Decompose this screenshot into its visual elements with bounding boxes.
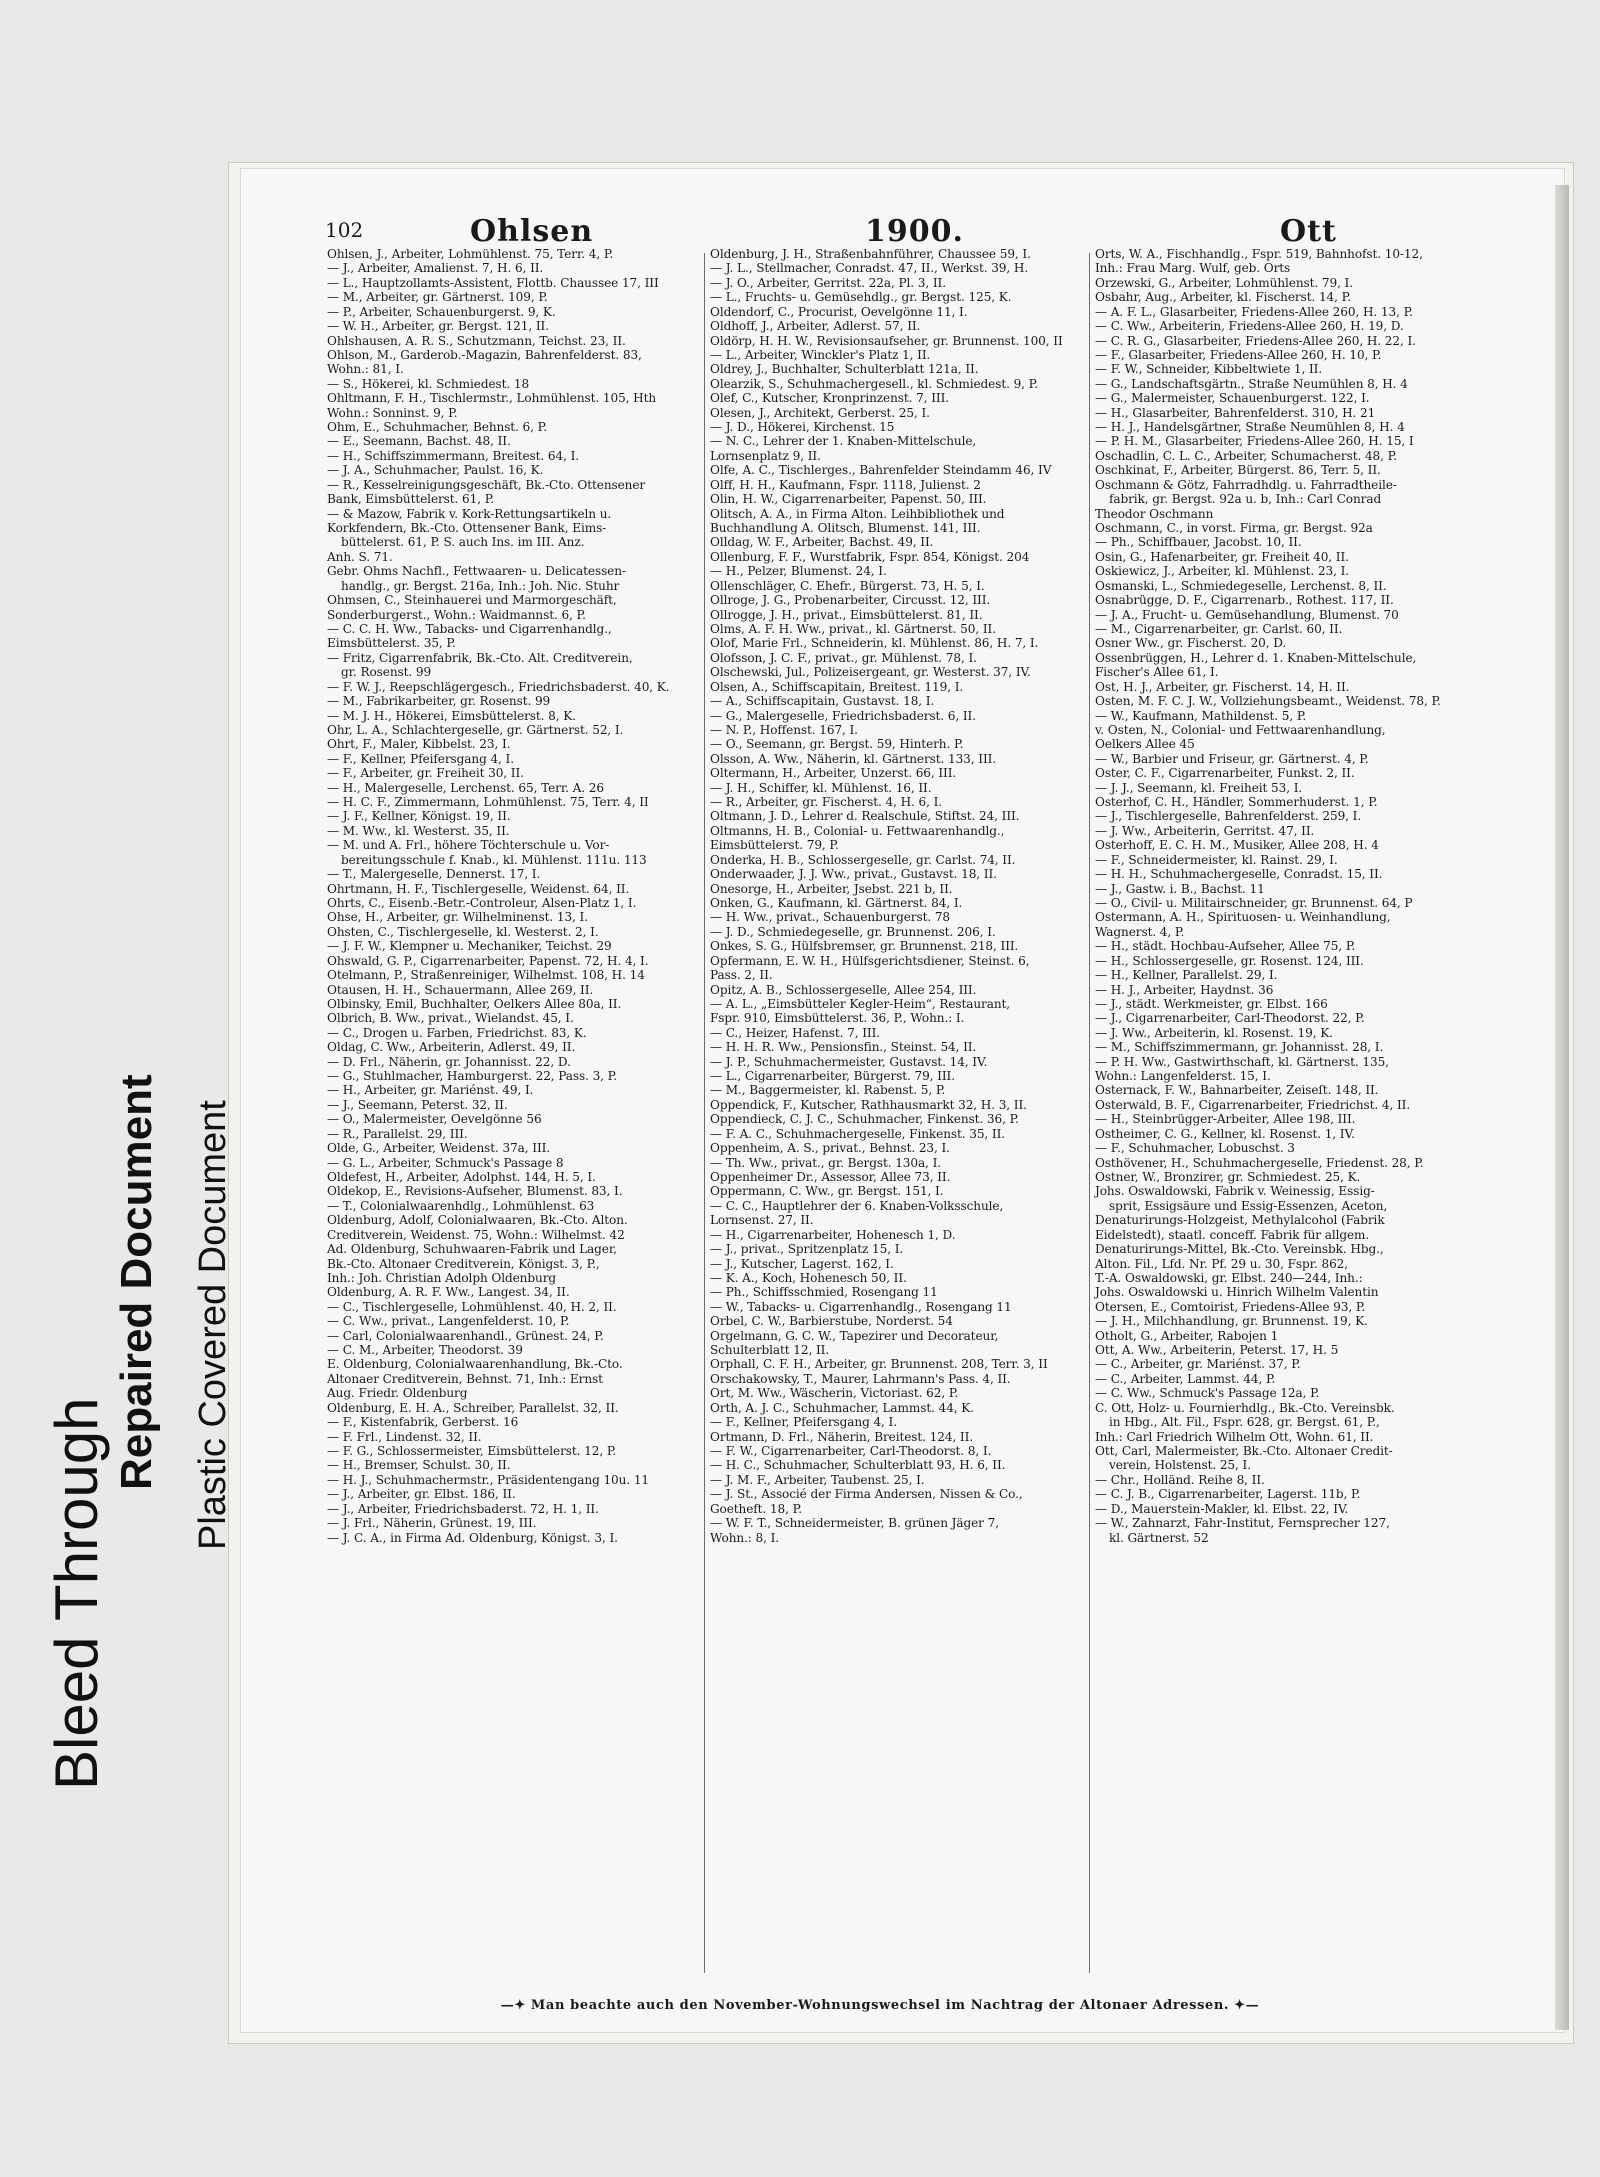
- directory-entry: — M., Fabrikarbeiter, gr. Rosenst. 99: [327, 694, 551, 709]
- directory-entry: — M. Ww., kl. Westerst. 35, II.: [327, 823, 510, 838]
- directory-entry: Ohlshausen, A. R. S., Schutzmann, Teichst. 23, II.: [327, 333, 626, 348]
- directory-entry: — F., Arbeiter, gr. Freiheit 30, II.: [327, 766, 524, 781]
- directory-entry: — H. C., Schuhmacher, Schulterblatt 93, H. 6, II.: [710, 1458, 1006, 1473]
- directory-entry: Oschmann, C., in vorst. Firma, gr. Bergst. 92a: [1095, 521, 1373, 536]
- directory-entry: — J. Ww., Arbeiterin, Gerritst. 47, II.: [1095, 823, 1315, 838]
- directory-entry: Olschewski, Jul., Polizeisergeant, gr. Westerst. 37, IV.: [710, 665, 1031, 680]
- directory-entry: Oltmann, J. D., Lehrer d. Realschule, Stiftst. 24, III.: [710, 809, 1020, 824]
- directory-entry: Oschkinat, F., Arbeiter, Bürgerst. 86, Terr. 5, II.: [1095, 463, 1381, 478]
- directory-entry: — P. H. M., Glasarbeiter, Friedens-Allee 260, H. 15, I: [1095, 434, 1414, 449]
- directory-entry: Oppenheimer Dr., Assessor, Allee 73, II.: [710, 1170, 951, 1184]
- directory-entry: Ohr, L. A., Schlachtergeselle, gr. Gärtnerst. 52, I.: [327, 722, 624, 737]
- directory-entry: Ossenbrüggen, H., Lehrer d. 1. Knaben-Mittelschule,: [1095, 650, 1417, 665]
- directory-entry: — G., Malergeselle, Friedrichsbaderst. 6, II.: [710, 708, 976, 723]
- directory-entry: Inh.: Frau Marg. Wulf, geb. Orts: [1095, 261, 1291, 276]
- directory-entry: — E., Seemann, Bachst. 48, II.: [327, 434, 511, 449]
- directory-entry: Osbahr, Aug., Arbeiter, kl. Fischerst. 14, P.: [1095, 290, 1351, 305]
- directory-entry: — F., Schuhmacher, Lobuschst. 3: [1095, 1141, 1295, 1156]
- directory-entry: — D., Mauerstein-Makler, kl. Elbst. 22, IV.: [1095, 1501, 1349, 1516]
- directory-entry: Orts, W. A., Fischhandlg., Fspr. 519, Bahnhofst. 10-12,: [1095, 247, 1423, 261]
- directory-entry: — J., privat., Spritzenplatz 15, I.: [710, 1242, 904, 1257]
- directory-entry: Oschadlin, C. L. C., Arbeiter, Schumacherst. 48, P.: [1095, 448, 1397, 463]
- directory-entry: — C. M., Arbeiter, Theodorst. 39: [327, 1343, 523, 1358]
- directory-entry: — C. R. G., Glasarbeiter, Friedens-Allee 260, H. 22, I.: [1095, 333, 1416, 348]
- directory-column-2: [708, 247, 1086, 1979]
- directory-entry: — C., Heizer, Hafenst. 7, III.: [710, 1025, 881, 1040]
- directory-entry: — Ph., Schiffsschmied, Rosengang 11: [710, 1285, 938, 1300]
- directory-entry: — F., Kellner, Pfeifersgang 4, I.: [327, 751, 514, 766]
- directory-entry: Osterhof, C. H., Händler, Sommerhuderst. 1, P.: [1095, 795, 1378, 810]
- directory-entry: Oldenburg, E. H. A., Schreiber, Parallelst. 32, II.: [327, 1400, 619, 1415]
- directory-entry: — C. Ww., Schmuck's Passage 12a, P.: [1095, 1386, 1320, 1401]
- directory-entry: Oppendick, F., Kutscher, Rathhausmarkt 32, H. 3, II.: [710, 1097, 1027, 1112]
- directory-entry: Osner Ww., gr. Fischerst. 20, D.: [1095, 636, 1287, 651]
- directory-entry: — O., Seemann, gr. Bergst. 59, Hinterh. P.: [710, 737, 964, 752]
- directory-entry: Oppendieck, C. J. C., Schuhmacher, Finkenst. 36, P.: [710, 1112, 1019, 1127]
- directory-entry: Oltmanns, H. B., Colonial- u. Fettwaarenhandlg.,: [710, 823, 1005, 838]
- directory-entry: Onken, G., Kaufmann, kl. Gärtnerst. 84, I.: [710, 895, 963, 910]
- directory-entry: — L., Cigarrenarbeiter, Bürgerst. 79, III.: [710, 1069, 955, 1084]
- directory-entry: Ollenschläger, C. Ehefr., Bürgerst. 73, H. 5, I.: [710, 578, 985, 593]
- directory-entry: Wohn.: Langenfelderst. 15, I.: [1095, 1069, 1271, 1084]
- directory-entry: — J. Frl., Näherin, Grünest. 19, III.: [327, 1516, 537, 1531]
- directory-entry: — C. C. H. Ww., Tabacks- und Cigarrenhandlg.,: [327, 621, 612, 636]
- directory-entry: — M. J. H., Hökerei, Eimsbüttelerst. 8, K.: [327, 708, 576, 723]
- directory-entry: Orschakowsky, T., Maurer, Lahrmann's Pass. 4, II.: [710, 1371, 1011, 1386]
- directory-entry: Ohse, H., Arbeiter, gr. Wilhelminenst. 13, I.: [327, 910, 588, 925]
- directory-entry: — J., Seemann, Peterst. 32, II.: [327, 1097, 508, 1112]
- directory-entry: — C., Drogen u. Farben, Friedrichst. 83, K.: [327, 1025, 587, 1040]
- directory-entry: — T., Colonialwaarenhdlg., Lohmühlenst. 63: [327, 1198, 595, 1213]
- directory-entry: — P., Arbeiter, Schauenburgerst. 9, K.: [327, 304, 556, 319]
- directory-entry: Buchhandlung A. Olitsch, Blumenst. 141, III.: [710, 521, 981, 536]
- footer-note: —✦ Man beachte auch den November-Wohnungswechsel im Nachtrag der Altonaer Adressen. ✦—: [500, 1998, 1260, 2013]
- directory-entry: Oldenburg, A. R. F. Ww., Langest. 34, II.: [327, 1285, 570, 1300]
- directory-entry: — R., Parallelst. 29, III.: [327, 1126, 468, 1141]
- directory-entry: Orth, A. J. C., Schuhmacher, Lammst. 44, K.: [710, 1400, 974, 1415]
- directory-entry: T.-A. Oswaldowski, gr. Elbst. 240—244, Inh.:: [1095, 1270, 1363, 1285]
- directory-entry: — J., Arbeiter, Amalienst. 7, H. 6, II.: [327, 261, 544, 276]
- directory-entry: büttelerst. 61, P. S. auch Ins. im III. Anz.: [341, 535, 585, 550]
- directory-entry: Olitsch, A. A., in Firma Alton. Leihbibliothek und: [710, 506, 1005, 521]
- directory-entry: Opfermann, E. W. H., Hülfsgerichtsdiener, Steinst. 6,: [710, 953, 1030, 968]
- directory-entry: Ostermann, A. H., Spirituosen- u. Weinhandlung,: [1095, 910, 1391, 925]
- directory-entry: — M., Schiffszimmermann, gr. Johannisst. 28, I.: [1095, 1040, 1384, 1055]
- directory-entry: Aug. Friedr. Oldenburg: [327, 1386, 468, 1401]
- column-divider: [1089, 253, 1090, 1973]
- directory-entry: — W. F. T., Schneidermeister, B. grünen Jäger 7,: [710, 1516, 999, 1531]
- directory-entry: — J. F. W., Klempner u. Mechaniker, Teichst. 29: [327, 939, 612, 954]
- directory-entry: Osmanski, L., Schmiedegeselle, Lerchenst. 8, II.: [1095, 578, 1387, 593]
- directory-entry: Anh. S. 71.: [327, 549, 393, 564]
- directory-entry: Ohltmann, F. H., Tischlermstr., Lohmühlenst. 105, Hth: [327, 391, 657, 406]
- directory-entry: — T., Malergeselle, Dennerst. 17, I.: [327, 867, 541, 882]
- directory-entry: Onderka, H. B., Schlossergeselle, gr. Carlst. 74, II.: [710, 852, 1016, 867]
- directory-entry: — C. Ww., privat., Langenfelderst. 10, P.: [327, 1314, 570, 1329]
- directory-entry: Lornsenst. 27, II.: [710, 1213, 814, 1228]
- directory-entry: Fischer's Allee 61, I.: [1095, 665, 1219, 680]
- directory-entry: — M., Baggermeister, kl. Rabenst. 5, P.: [710, 1083, 946, 1098]
- directory-entry: Ohlson, M., Garderob.-Magazin, Bahrenfelderst. 83,: [327, 347, 642, 362]
- directory-entry: — J. A., Frucht- u. Gemüsehandlung, Blumenst. 70: [1095, 607, 1399, 622]
- directory-entry: — H., Schlossergeselle, gr. Rosenst. 124, III.: [1095, 953, 1364, 968]
- directory-entry: — L., Hauptzollamts-Assistent, Flottb. Chaussee 17, III: [327, 275, 659, 290]
- directory-entry: — W., Kaufmann, Mathildenst. 5, P.: [1095, 708, 1307, 723]
- directory-entry: Orgelmann, G. C. W., Tapezirer und Decorateur,: [710, 1328, 999, 1343]
- directory-entry: Oldrey, J., Buchhalter, Schulterblatt 121a, II.: [710, 362, 979, 377]
- directory-entry: — M. und A. Frl., höhere Töchterschule u. Vor-: [327, 838, 610, 853]
- directory-entry: — H., Steinbrügger-Arbeiter, Allee 198, III.: [1095, 1112, 1356, 1127]
- directory-entry: — H., Kellner, Parallelst. 29, I.: [1095, 968, 1278, 983]
- directory-entry: Bk.-Cto. Altonaer Creditverein, Königst. 3, P.,: [327, 1256, 600, 1271]
- directory-entry: Gebr. Ohms Nachfl., Fettwaaren- u. Delicatessen-: [327, 564, 626, 579]
- directory-entry: Lornsenplatz 9, II.: [710, 448, 821, 463]
- directory-entry: Osten, M. F. C. J. W., Vollziehungsbeamt., Weidenst. 78, P.: [1095, 694, 1441, 709]
- directory-entry: gr. Rosenst. 99: [341, 665, 432, 680]
- running-head-left: Ohlsen: [470, 214, 594, 249]
- running-head-year: 1900.: [865, 214, 964, 249]
- directory-entry: Olff, H. H., Kaufmann, Fspr. 1118, Julienst. 2: [710, 477, 981, 492]
- directory-entry: Osnabrügge, D. F., Cigarrenarb., Rothest. 117, II.: [1095, 593, 1394, 608]
- directory-entry: — H. H., Schuhmachergeselle, Conradst. 15, II.: [1095, 867, 1383, 882]
- directory-entry: Ott, Carl, Malermeister, Bk.-Cto. Altonaer Credit-: [1095, 1444, 1393, 1459]
- directory-entry: verein, Holstenst. 25, I.: [1109, 1458, 1251, 1473]
- directory-entry: — L., Arbeiter, Winckler's Platz 1, II.: [710, 347, 931, 362]
- directory-entry: Ortmann, D. Frl., Näherin, Breitest. 124, II.: [710, 1429, 974, 1444]
- directory-entry: — W., Zahnarzt, Fahr-Institut, Fernsprecher 127,: [1095, 1516, 1390, 1531]
- directory-entry: Oldörp, H. H. W., Revisionsaufseher, gr. Brunnenst. 100, II: [710, 333, 1063, 348]
- directory-entry: — H. J., Arbeiter, Haydnst. 36: [1095, 982, 1274, 997]
- directory-entry: — A. F. L., Glasarbeiter, Friedens-Allee 260, H. 13, P.: [1095, 304, 1413, 319]
- directory-entry: Otholt, G., Arbeiter, Rabojen 1: [1095, 1328, 1279, 1343]
- directory-entry: — P. H. Ww., Gastwirthschaft, kl. Gärtnerst. 135,: [1095, 1054, 1389, 1069]
- directory-entry: Olef, C., Kutscher, Kronprinzenst. 7, III.: [710, 391, 950, 406]
- directory-entry: — J. C. A., in Firma Ad. Oldenburg, Königst. 3, I.: [327, 1530, 618, 1545]
- directory-entry: Olfe, A. C., Tischlerges., Bahrenfelder Steindamm 46, IV: [710, 463, 1052, 478]
- directory-entry: — C. Ww., Arbeiterin, Friedens-Allee 260, H. 19, D.: [1095, 319, 1404, 334]
- directory-entry: Olbrich, B. Ww., privat., Wielandst. 45, I.: [327, 1011, 574, 1026]
- directory-entry: Theodor Oschmann: [1095, 506, 1214, 521]
- directory-entry: — H., Pelzer, Blumenst. 24, I.: [710, 564, 887, 579]
- directory-entry: Oldefest, H., Arbeiter, Adolphst. 144, H. 5, I.: [327, 1170, 596, 1184]
- directory-entry: — H., Malergeselle, Lerchenst. 65, Terr. A. 26: [327, 780, 604, 795]
- directory-entry: Ott, A. Ww., Arbeiterin, Peterst. 17, H. 5: [1095, 1343, 1339, 1358]
- directory-entry: Otersen, E., Comtoirist, Friedens-Allee 93, P.: [1095, 1299, 1366, 1314]
- directory-entry: — F. W., Cigarrenarbeiter, Carl-Theodorst. 8, I.: [710, 1444, 992, 1459]
- directory-entry: — J., Gastw. i. B., Bachst. 11: [1095, 881, 1265, 896]
- directory-entry: Ohmsen, C., Steinhauerei und Marmorgeschäft,: [327, 593, 617, 608]
- directory-entry: — M., Arbeiter, gr. Gärtnerst. 109, P.: [327, 290, 548, 305]
- directory-entry: Eimsbüttelerst. 35, P.: [327, 636, 456, 651]
- directory-entry: Eidelstedt), staatl. conceff. Fabrik für allgem.: [1095, 1227, 1370, 1242]
- directory-entry: — J. F., Kellner, Königst. 19, II.: [327, 809, 511, 824]
- directory-entry: bereitungsschule f. Knab., kl. Mühlenst. 111u. 113: [341, 852, 647, 867]
- directory-entry: — J. H., Schiffer, kl. Mühlenst. 16, II.: [710, 780, 932, 795]
- directory-entry: — H., Bremser, Schulst. 30, II.: [327, 1458, 511, 1473]
- directory-entry: Ohrts, C., Eisenb.-Betr.-Controleur, Alsen-Platz 1, I.: [327, 895, 637, 910]
- directory-entry: Pass. 2, II.: [710, 968, 773, 983]
- directory-entry: — J., Cigarrenarbeiter, Carl-Theodorst. 22, P.: [1095, 1011, 1365, 1026]
- label-plastic-covered-document: Plastic Covered Document: [192, 1100, 234, 1550]
- directory-entry: Denaturirungs-Holzgeist, Methylalcohol (Fabrik: [1095, 1213, 1385, 1228]
- directory-entry: Ohlsen, J., Arbeiter, Lohmühlenst. 75, Terr. 4, P.: [327, 247, 614, 261]
- directory-entry: Oltermann, H., Arbeiter, Unzerst. 66, III.: [710, 766, 957, 781]
- directory-entry: Ost, H. J., Arbeiter, gr. Fischerst. 14, H. II.: [1095, 679, 1350, 694]
- directory-entry: Denaturirungs-Mittel, Bk.-Cto. Vereinsbk. Hbg.,: [1095, 1242, 1384, 1257]
- directory-entry: sprit, Essigsäure und Essig-Essenzen, Aceton,: [1109, 1198, 1388, 1213]
- directory-entry: fabrik, gr. Bergst. 92a u. b, Inh.: Carl Conrad: [1109, 492, 1382, 507]
- directory-entry: — C., Tischlergeselle, Lohmühlenst. 40, H. 2, II.: [327, 1299, 617, 1314]
- directory-entry: — M., Cigarrenarbeiter, gr. Carlst. 60, II.: [1095, 621, 1343, 636]
- directory-entry: Olin, H. W., Cigarrenarbeiter, Papenst. 50, III.: [710, 492, 987, 507]
- directory-entry: — J., Arbeiter, gr. Elbst. 186, II.: [327, 1487, 516, 1502]
- directory-entry: — J., städt. Werkmeister, gr. Elbst. 166: [1095, 996, 1328, 1011]
- directory-entry: Ollroge, J. G., Probenarbeiter, Circusst. 12, III.: [710, 593, 991, 608]
- directory-entry: — H. H. R. Ww., Pensionsfin., Steinst. 54, II.: [710, 1040, 977, 1055]
- directory-entry: in Hbg., Alt. Fil., Fspr. 628, gr. Bergst. 61, P.,: [1109, 1415, 1380, 1430]
- directory-entry: — J., Tischlergeselle, Bahrenfelderst. 259, I.: [1095, 809, 1362, 824]
- directory-entry: Olof, Marie Frl., Schneiderin, kl. Mühlenst. 86, H. 7, I.: [710, 636, 1039, 651]
- directory-entry: Olearzik, S., Schuhmachergesell., kl. Schmiedest. 9, P.: [710, 376, 1038, 391]
- directory-entry: — Th. Ww., privat., gr. Bergst. 130a, I.: [710, 1155, 941, 1170]
- directory-entry: Oster, C. F., Cigarrenarbeiter, Funkst. 2, II.: [1095, 766, 1355, 781]
- directory-entry: Sonderburgerst., Wohn.: Waidmannst. 6, P.: [327, 607, 586, 622]
- directory-column-1: [325, 247, 703, 1979]
- directory-entry: Ostheimer, C. G., Kellner, kl. Rosenst. 1, IV.: [1095, 1126, 1355, 1141]
- directory-entry: Altonaer Creditverein, Behnst. 71, Inh.: Ernst: [327, 1371, 603, 1386]
- directory-entry: — F. W., Schneider, Kibbeltwiete 1, II.: [1095, 362, 1323, 377]
- directory-entry: — H., Schiffszimmermann, Breitest. 64, I.: [327, 448, 580, 463]
- directory-entry: — J. M. F., Arbeiter, Taubenst. 25, I.: [710, 1472, 925, 1487]
- directory-entry: — H., städt. Hochbau-Aufseher, Allee 75, P.: [1095, 939, 1356, 954]
- directory-entry: — Fritz, Cigarrenfabrik, Bk.-Cto. Alt. Creditverein,: [327, 650, 633, 665]
- directory-entry: Ohrt, F., Maler, Kibbelst. 23, I.: [327, 737, 511, 752]
- directory-entry: — J. L., Stellmacher, Conradst. 47, II., Werkst. 39, H.: [710, 261, 1029, 276]
- directory-entry: Opitz, A. B., Schlossergeselle, Allee 254, III.: [710, 982, 977, 997]
- directory-entry: Oldekop, E., Revisions-Aufseher, Blumenst. 83, I.: [327, 1184, 623, 1199]
- directory-entry: — O., Malermeister, Oevelgönne 56: [327, 1112, 542, 1127]
- directory-entry: Oppermann, C. Ww., gr. Bergst. 151, I.: [710, 1184, 944, 1199]
- directory-entry: Ollrogge, J. H., privat., Eimsbüttelerst. 81, II.: [710, 607, 983, 622]
- directory-entry: — J. P., Schuhmachermeister, Gustavst. 14, IV.: [710, 1054, 988, 1069]
- directory-entry: Osin, G., Hafenarbeiter, gr. Freiheit 40, II.: [1095, 549, 1349, 564]
- directory-entry: Olms, A. F. H. Ww., privat., kl. Gärtnerst. 50, II.: [710, 621, 996, 636]
- directory-entry: — F., Kistenfabrik, Gerberst. 16: [327, 1415, 519, 1430]
- directory-entry: Johs. Oswaldowski u. Hinrich Wilhelm Valentin: [1095, 1285, 1379, 1300]
- label-bleed-through: Bleed Through: [43, 1397, 110, 1790]
- directory-entry: Fspr. 910, Eimsbüttelerst. 36, P., Wohn.: I.: [710, 1011, 965, 1026]
- directory-entry: Oelkers Allee 45: [1095, 737, 1195, 752]
- directory-entry: — L., Fruchts- u. Gemüsehdlg., gr. Bergst. 125, K.: [710, 290, 1012, 305]
- directory-entry: — R., Arbeiter, gr. Fischerst. 4, H. 6, I.: [710, 795, 943, 810]
- directory-entry: Creditverein, Weidenst. 75, Wohn.: Wilhelmst. 42: [327, 1227, 625, 1242]
- directory-entry: — G., Landschaftsgärtn., Straße Neumühlen 8, H. 4: [1095, 376, 1408, 391]
- directory-entry: — C. J. B., Cigarrenarbeiter, Lagerst. 11b, P.: [1095, 1487, 1361, 1502]
- directory-entry: — K. A., Koch, Hohenesch 50, II.: [710, 1270, 907, 1285]
- directory-entry: — F., Glasarbeiter, Friedens-Allee 260, H. 10, P.: [1095, 347, 1382, 362]
- directory-entry: Bank, Eimsbüttelerst. 61, P.: [327, 492, 495, 507]
- directory-entry: — J. D., Hökerei, Kirchenst. 15: [710, 420, 895, 435]
- column-divider: [704, 253, 705, 1973]
- directory-entry: E. Oldenburg, Colonialwaarenhandlung, Bk.-Cto.: [327, 1357, 623, 1372]
- running-head-right: Ott: [1280, 214, 1337, 249]
- directory-entry: Ohrtmann, H. F., Tischlergeselle, Weidenst. 64, II.: [327, 881, 630, 896]
- directory-columns: [325, 247, 1470, 1979]
- directory-entry: — W., Tabacks- u. Cigarrenhandlg., Rosengang 11: [710, 1299, 1012, 1314]
- directory-entry: Ostner, W., Bronzirer, gr. Schmiedest. 25, K.: [1095, 1170, 1361, 1184]
- directory-entry: — D. Frl., Näherin, gr. Johannisst. 22, D.: [327, 1054, 571, 1069]
- directory-entry: Wagnerst. 4, P.: [1095, 924, 1185, 939]
- directory-entry: Olde, G., Arbeiter, Weidenst. 37a, III.: [327, 1141, 551, 1156]
- directory-entry: — J. A., Schuhmacher, Paulst. 16, K.: [327, 463, 544, 478]
- directory-entry: — O., Civil- u. Militairschneider, gr. Brunnenst. 64, P: [1095, 895, 1413, 910]
- directory-entry: — W., Barbier und Friseur, gr. Gärtnerst. 4, P.: [1095, 751, 1369, 766]
- directory-entry: — J., Arbeiter, Friedrichsbaderst. 72, H. 1, II.: [327, 1501, 599, 1516]
- directory-entry: — H., Cigarrenarbeiter, Hohenesch 1, D.: [710, 1227, 956, 1242]
- directory-entry: — G., Stuhlmacher, Hamburgerst. 22, Pass. 3, P.: [327, 1069, 617, 1084]
- directory-entry: Oldenburg, Adolf, Colonialwaaren, Bk.-Cto. Alton.: [327, 1213, 628, 1228]
- directory-entry: Onkes, S. G., Hülfsbremser, gr. Brunnenst. 218, III.: [710, 939, 1019, 954]
- directory-entry: — J. H., Milchhandlung, gr. Brunnenst. 19, K.: [1095, 1314, 1368, 1329]
- directory-entry: — H., Arbeiter, gr. Mariénst. 49, I.: [327, 1083, 534, 1098]
- directory-entry: — J. D., Schmiedegeselle, gr. Brunnenst. 206, I.: [710, 924, 996, 939]
- directory-entry: Oldhoff, J., Arbeiter, Adlerst. 57, II.: [710, 319, 921, 334]
- directory-entry: v. Osten, N., Colonial- und Fettwaarenhandlung,: [1095, 722, 1386, 737]
- directory-entry: Ad. Oldenburg, Schuhwaaren-Fabrik und Lager,: [327, 1242, 617, 1257]
- directory-entry: — J. St., Associé der Firma Andersen, Nissen & Co.,: [710, 1487, 1023, 1502]
- directory-entry: Orzewski, G., Arbeiter, Lohmühlenst. 79, I.: [1095, 275, 1353, 290]
- directory-entry: Oldag, C. Ww., Arbeiterin, Adlerst. 49, II.: [327, 1040, 576, 1055]
- directory-entry: Olsen, A., Schiffscapitain, Breitest. 119, I.: [710, 679, 964, 694]
- directory-entry: Goetheft. 18, P.: [710, 1501, 802, 1516]
- directory-entry: — Ph., Schiffbauer, Jacobst. 10, II.: [1095, 535, 1302, 550]
- directory-entry: Korkfendern, Bk.-Cto. Ottensener Bank, Eims-: [327, 521, 607, 536]
- directory-entry: Osternack, F. W., Bahnarbeiter, Zeiseſt. 148, II.: [1095, 1083, 1379, 1098]
- directory-entry: Inh.: Carl Friedrich Wilhelm Ott, Wohn. 61, II.: [1095, 1429, 1374, 1444]
- directory-entry: — F. G., Schlossermeister, Eimsbüttelerst. 12, P.: [327, 1444, 617, 1459]
- directory-entry: Olbinsky, Emil, Buchhalter, Oelkers Allee 80a, II.: [327, 996, 622, 1011]
- directory-entry: Wohn.: Sonninst. 9, P.: [327, 405, 458, 420]
- directory-entry: Alton. Fil., Lfd. Nr. Pf. 29 u. 30, Fspr. 862,: [1095, 1256, 1349, 1271]
- directory-entry: Osthövener, H., Schuhmachergeselle, Friedenst. 28, P.: [1095, 1155, 1424, 1170]
- directory-entry: C. Ott, Holz- u. Fournierhdlg., Bk.-Cto. Vereinsbk.: [1095, 1400, 1395, 1415]
- directory-entry: Ohswald, G. P., Cigarrenarbeiter, Papenst. 72, H. 4, I.: [327, 953, 649, 968]
- directory-entry: Osterhoff, E. C. H. M., Musiker, Allee 208, H. 4: [1095, 838, 1379, 853]
- directory-entry: Oldendorf, C., Procurist, Oevelgönne 11, I.: [710, 304, 968, 319]
- directory-entry: — A., Schiffscapitain, Gustavst. 18, I.: [710, 694, 935, 709]
- directory-entry: — J. J., Seemann, kl. Freiheit 53, I.: [1095, 780, 1303, 795]
- directory-entry: Wohn.: 81, I.: [327, 362, 404, 377]
- directory-entry: Eimsbüttelerst. 79, P.: [710, 838, 839, 853]
- directory-entry: — J., Kutscher, Lagerst. 162, I.: [710, 1256, 894, 1271]
- directory-entry: — J. O., Arbeiter, Gerritst. 22a, Pl. 3, II.: [710, 275, 946, 290]
- directory-entry: Orphall, C. F. H., Arbeiter, gr. Brunnenst. 208, Terr. 3, II: [710, 1357, 1048, 1372]
- label-repaired-document: Repaired Document: [112, 1074, 161, 1490]
- directory-entry: Oppenheim, A. S., privat., Behnst. 23, I.: [710, 1141, 950, 1156]
- directory-entry: Onderwaader, J. J. Ww., privat., Gustavst. 18, II.: [710, 867, 997, 882]
- directory-entry: Schulterblatt 12, II.: [710, 1343, 830, 1358]
- directory-entry: Otelmann, P., Straßenreiniger, Wilhelmst. 108, H. 14: [327, 968, 645, 983]
- directory-entry: Olsson, A. Ww., Näherin, kl. Gärtnerst. 133, III.: [710, 751, 997, 766]
- directory-entry: — A. L., „Eimsbütteler Kegler-Heim“, Restaurant,: [710, 996, 1011, 1011]
- directory-entry: Olesen, J., Architekt, Gerberst. 25, I.: [710, 405, 930, 420]
- directory-entry: — F., Kellner, Pfeifersgang 4, I.: [710, 1415, 897, 1430]
- directory-entry: Olofsson, J. C. F., privat., gr. Mühlenst. 78, I.: [710, 650, 977, 665]
- directory-column-3: [1093, 247, 1471, 1979]
- directory-entry: Otausen, H. H., Schauermann, Allee 269, II.: [327, 982, 594, 997]
- page-edge-shadow: [1555, 185, 1569, 2030]
- directory-entry: — W. H., Arbeiter, gr. Bergst. 121, II.: [327, 319, 549, 334]
- directory-entry: — C. C., Hauptlehrer der 6. Knaben-Volksschule,: [710, 1198, 1004, 1213]
- directory-entry: — F. A. C., Schuhmachergeselle, Finkenst. 35, II.: [710, 1126, 1006, 1141]
- directory-entry: — & Mazow, Fabrik v. Kork-Rettungsartikeln u.: [327, 506, 612, 521]
- directory-entry: — C., Arbeiter, Lammst. 44, P.: [1095, 1371, 1276, 1386]
- directory-entry: — F., Schneidermeister, kl. Rainst. 29, I.: [1095, 852, 1338, 867]
- directory-entry: — F. W. J., Reepschlägergesch., Friedrichsbaderst. 40, K.: [327, 679, 670, 694]
- directory-entry: — H. C. F., Zimmermann, Lohmühlenst. 75, Terr. 4, II: [327, 795, 649, 810]
- directory-entry: — N. C., Lehrer der 1. Knaben-Mittelschule,: [710, 434, 977, 449]
- directory-entry: Oldenburg, J. H., Straßenbahnführer, Chaussee 59, I.: [710, 247, 1031, 261]
- directory-entry: handlg., gr. Bergst. 216a, Inh.: Joh. Nic. Stuhr: [341, 578, 620, 593]
- directory-entry: Ohm, E., Schuhmacher, Behnst. 6, P.: [327, 420, 547, 435]
- directory-entry: — H., Glasarbeiter, Bahrenfelderst. 310, H. 21: [1095, 405, 1376, 420]
- directory-entry: — S., Hökerei, kl. Schmiedest. 18: [327, 376, 530, 391]
- directory-entry: — H. J., Handelsgärtner, Straße Neumühlen 8, H. 4: [1095, 420, 1405, 435]
- directory-entry: — H. J., Schuhmachermstr., Präsidentengang 10u. 11: [327, 1472, 650, 1487]
- directory-entry: — N. P., Hoffenst. 167, I.: [710, 722, 858, 737]
- directory-entry: Ollenburg, F. F., Wurstfabrik, Fspr. 854, Königst. 204: [710, 549, 1030, 564]
- directory-entry: — G., Malermeister, Schauenburgerst. 122, I.: [1095, 391, 1370, 406]
- directory-entry: Osterwald, B. F., Cigarrenarbeiter, Friedrichst. 4, II.: [1095, 1097, 1411, 1112]
- directory-entry: — C., Arbeiter, gr. Mariénst. 37, P.: [1095, 1357, 1301, 1372]
- directory-entry: Inh.: Joh. Christian Adolph Oldenburg: [327, 1270, 557, 1285]
- directory-entry: Oskiewicz, J., Arbeiter, kl. Mühlenst. 23, I.: [1095, 564, 1350, 579]
- directory-entry: — Chr., Holländ. Reihe 8, II.: [1095, 1472, 1265, 1487]
- page-number: 102: [325, 218, 364, 242]
- directory-entry: Ort, M. Ww., Wäscherin, Victoriast. 62, P.: [710, 1386, 959, 1401]
- directory-entry: Oschmann & Götz, Fahrradhdlg. u. Fahrradtheile-: [1095, 477, 1397, 492]
- directory-entry: Wohn.: 8, I.: [710, 1530, 780, 1545]
- directory-entry: Orbel, C. W., Barbierstube, Norderst. 54: [710, 1314, 953, 1329]
- directory-entry: Ohsten, C., Tischlergeselle, kl. Westerst. 2, I.: [327, 924, 599, 939]
- directory-entry: — J. Ww., Arbeiterin, kl. Rosenst. 19, K.: [1095, 1025, 1333, 1040]
- directory-entry: Johs. Oswaldowski, Fabrik v. Weinessig, Essig-: [1095, 1184, 1375, 1199]
- directory-entry: — F. Frl., Lindenst. 32, II.: [327, 1429, 482, 1444]
- directory-entry: — Carl, Colonialwaarenhandl., Grünest. 24, P.: [327, 1328, 604, 1343]
- directory-entry: Onesorge, H., Arbeiter, Jsebst. 221 b, II.: [710, 881, 953, 896]
- directory-entry: kl. Gärtnerst. 52: [1109, 1530, 1209, 1545]
- directory-entry: — R., Kesselreinigungsgeschäft, Bk.-Cto. Ottensener: [327, 477, 646, 492]
- side-labels: [40, 590, 240, 1820]
- directory-entry: — G. L., Arbeiter, Schmuck's Passage 8: [327, 1155, 564, 1170]
- directory-entry: Olldag, W. F., Arbeiter, Bachst. 49, II.: [710, 535, 934, 550]
- directory-entry: — H. Ww., privat., Schauenburgerst. 78: [710, 910, 951, 925]
